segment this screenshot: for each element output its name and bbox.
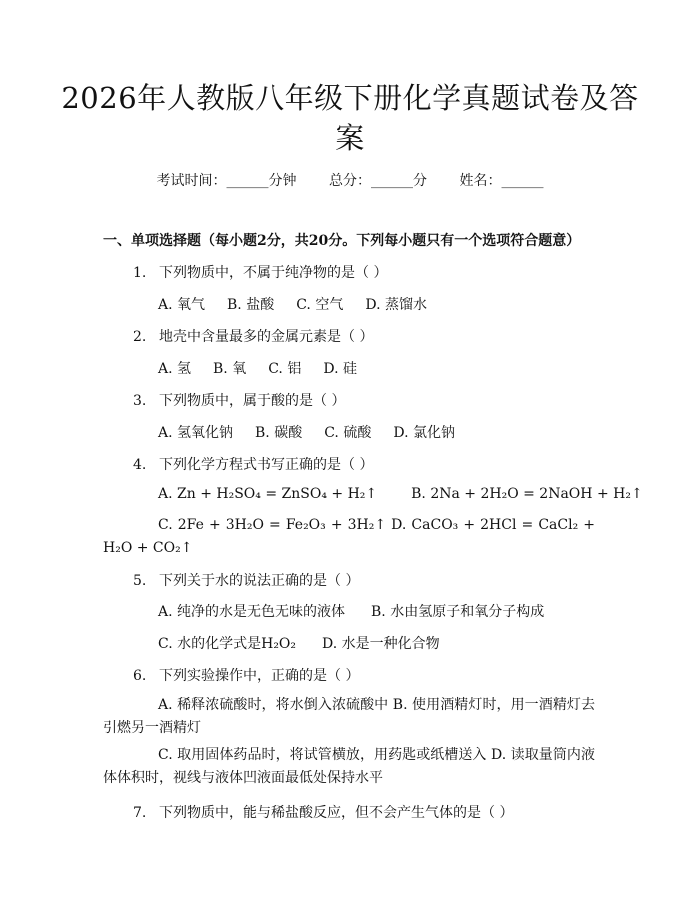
option-d: D. 蒸馏水 — [365, 297, 427, 313]
question-text: 地壳中含量最多的金属元素是（ ） — [159, 329, 374, 345]
option-a: A. 氧气 — [158, 297, 206, 313]
question-1 — [133, 262, 387, 282]
question-text: 下列物质中，不属于纯净物的是（ ） — [159, 265, 388, 281]
option-a: A. Zn + H₂SO₄ = ZnSO₄ + H₂↑ — [158, 486, 378, 502]
question-number: 7. — [133, 805, 147, 821]
question-number: 1. — [133, 265, 147, 281]
question-number: 6. — [133, 668, 147, 684]
option-c: C. 铝 — [268, 361, 302, 377]
option-b: B. 水由氢原子和氧分子构成 — [371, 604, 545, 620]
total-score: 总分：______分 — [329, 173, 427, 189]
question-5 — [133, 570, 359, 590]
option-d: D. 氯化钠 — [393, 425, 455, 441]
question-3-options — [158, 422, 477, 442]
question-text: 下列化学方程式书写正确的是（ ） — [159, 457, 374, 473]
option-a: A. 氢 — [158, 361, 192, 377]
question-text: 下列物质中，能与稀盐酸反应，但不会产生气体的是（ ） — [159, 805, 514, 821]
question-6 — [133, 665, 359, 685]
question-text: 下列物质中，属于酸的是（ ） — [159, 393, 346, 409]
exam-time: 考试时间：______分钟 — [156, 173, 297, 189]
exam-info-line — [0, 170, 700, 190]
option-c: C. 硫酸 — [324, 425, 372, 441]
section-heading: 一、单项选择题（每小题2分，共20分。下列每小题只有一个选项符合题意） — [103, 233, 581, 249]
question-2 — [133, 326, 373, 346]
question-text: 下列实验操作中，正确的是（ ） — [159, 668, 360, 684]
option-b: B. 氧 — [213, 361, 247, 377]
option-a: A. 氢氧化钠 — [158, 425, 234, 441]
option-b: B. 2Na + 2H₂O = 2NaOH + H₂↑ — [411, 486, 643, 502]
option-b: B. 盐酸 — [227, 297, 275, 313]
question-number: 3. — [133, 393, 147, 409]
option-c: C. 空气 — [296, 297, 344, 313]
option-c: C. 水的化学式是H₂O₂ — [158, 636, 297, 652]
student-name: 姓名：______ — [459, 173, 544, 189]
option-a: A. 纯净的水是无色无味的液体 — [158, 604, 346, 620]
question-number: 2. — [133, 329, 147, 345]
question-number: 4. — [133, 457, 147, 473]
question-1-options — [158, 294, 449, 314]
option-b: B. 碳酸 — [255, 425, 303, 441]
question-3 — [133, 390, 345, 410]
question-4-options-row2: C. 2Fe + 3H₂O = Fe₂O₃ + 3H₂↑ D. CaCO₃ + 2HCl = CaCl₂ + H₂O + CO₂↑ — [103, 517, 595, 556]
question-4 — [133, 454, 373, 474]
question-5-options-row1 — [158, 601, 566, 621]
question-number: 5. — [133, 573, 147, 589]
question-2-options — [158, 358, 379, 378]
question-text: 下列关于水的说法正确的是（ ） — [159, 573, 360, 589]
question-4-options-row1 — [158, 486, 665, 502]
question-5-options-row2 — [158, 633, 462, 653]
option-d: D. 硅 — [323, 361, 357, 377]
page-title: 2026年人教版八年级下册化学真题试卷及答案 — [61, 81, 639, 155]
question-6-options-ab: A. 稀释浓硫酸时，将水倒入浓硫酸中 B. 使用酒精灯时，用一酒精灯去引燃另一酒精灯 — [103, 697, 595, 736]
question-7 — [133, 802, 513, 822]
option-d: D. 水是一种化合物 — [322, 636, 440, 652]
question-6-options-cd: C. 取用固体药品时，将试管横放，用药匙或纸槽送入 D. 读取量筒内液体体积时，视线与液体凹液面最低处保持水平 — [103, 747, 595, 786]
